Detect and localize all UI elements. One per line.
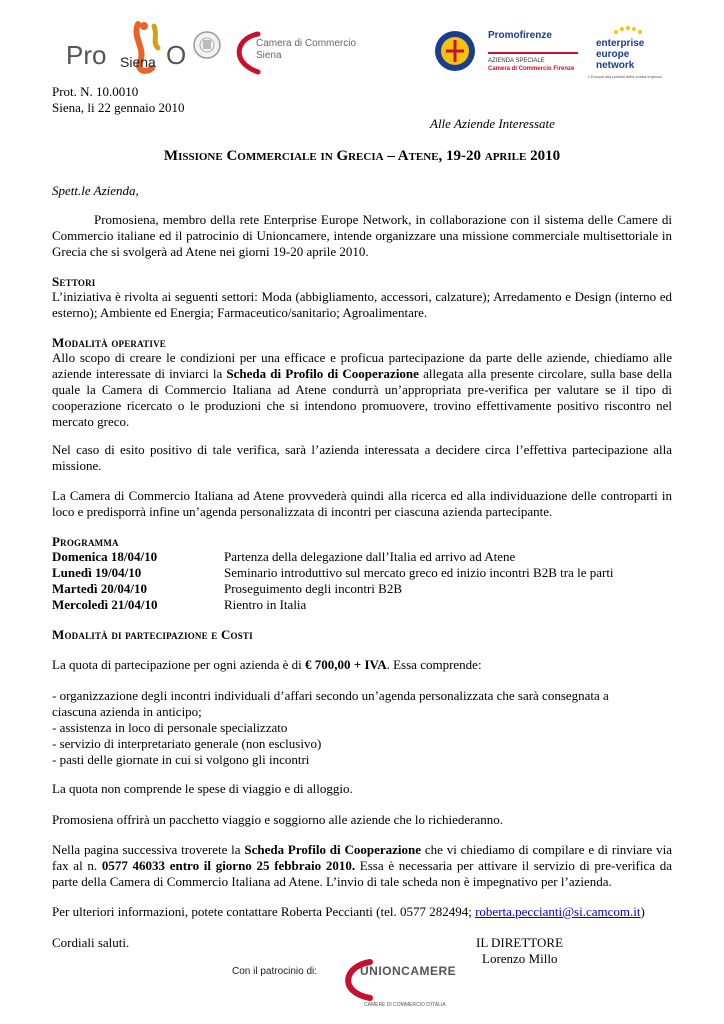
intro-paragraph: Promosiena, membro della rete Enterprise Europe Network, in collaborazione con il sistema delle Camere di Commercio italiane ed il patrocinio di Unioncamere, intende organizzare una missione commerciale multisettoriale in Grecia che si svolgerà ad Atene nei giorni 19-20 aprile 2010. [52,212,672,259]
een-line2: europe [596,49,630,60]
een-logo [588,26,668,82]
promosiena-siena: Siena [120,54,156,70]
quota-exclusions: La quota non comprende le spese di viaggio e di alloggio. [52,781,353,796]
costi-heading: Modalità di partecipazione e Costi [52,627,253,642]
modalita-paragraph-2: Nel caso di esito positivo di tale verifica, sarà l’azienda interessata a decidere circa l’effettiva partecipazione alla missione. [52,442,672,473]
camera-siena-logo [228,28,358,78]
programma-row [52,565,672,581]
programma-activity: Seminario introduttivo sul mercato greco ed inizio incontri B2B tra le parti [224,565,614,580]
promofirenze-divider [488,52,578,54]
programma-row [52,549,672,565]
patrocinio-label: Con il patrocinio di: [232,966,318,977]
modalita-p1-c: allegata alla presente circolare, sulla base della quale la Camera di Commercio Italiana ad Atene condurrà un’appropriata pre-verifica per valutare se il tipo di cooperazione ricercato o le produzioni che si intendono promuovere, trovino effettivamente positivo riscontro nel mercato greco. [52,366,672,429]
include-item: - pasti delle giornate in cui si volgono gli incontri [52,752,310,767]
een-line3: network [596,60,635,71]
modalita-paragraph-3: La Camera di Commercio Italiana ad Atene provvederà quindi alla ricerca ed alla individuazione delle controparti in loco e predisporrà infine un’agenda personalizzata di incontri per ciascuna azienda partecipante. [52,488,672,519]
promosiena-o: O [166,40,187,70]
quota-c: . Essa comprende: [386,657,482,672]
recipient: Alle Aziende Interessate [430,116,555,131]
quota-amount: € 700,00 + IVA [305,657,387,672]
include-item: - organizzazione degli incontri individuali d’affari secondo un’agenda personalizzata che sarà consegnata a ciascuna azienda in anticipo; [52,688,609,719]
modalita-p1-scheda: Scheda di Profilo di Cooperazione [226,366,419,381]
programma-heading: Programma [52,534,119,549]
settori-paragraph: L’iniziativa è rivolta ai seguenti settori: Moda (abbigliamento, accessori, calzature); Arredamento e Design (interno ed esterno); Ambiente ed Energia; Farmaceutico/sanitario; Agroalimentare. [52,289,672,320]
promofirenze-name: Promofirenze [488,30,552,41]
programma-day: Martedì 20/04/10 [52,581,147,596]
contatti-a: Per ulteriori informazioni, potete contattare Roberta Peccianti (tel. 0577 282494; [52,904,476,919]
programma-row [52,597,672,613]
letter-date: Siena, li 22 gennaio 2010 [52,100,185,115]
signature-name: Lorenzo Millo [482,951,558,966]
modalita-p1-a: Allo scopo di creare le condizioni per una efficace e proficua partecipazione da parte delle aziende, chiediamo alle aziende interessate di inviarci la [52,350,672,381]
programma-day: Domenica 18/04/10 [52,549,158,564]
contatti-c: ) [640,904,645,919]
salutation: Spett.le Azienda, [52,183,139,198]
promofirenze-line1: AZIENDA SPECIALE [488,58,545,64]
camera-siena-line2: Siena [256,50,282,61]
een-tagline: L'Europa alla portata della vostra impresa [588,74,662,79]
scheda-a: Nella pagina successiva troverete la [52,842,245,857]
modalita-heading: Modalità operative [52,335,166,350]
scheda-paragraph [52,842,672,890]
promofirenze-logo [432,28,582,80]
unioncamere-sub: CAMERE DI COMMERCIO D'ITALIA [364,1002,446,1008]
programma-day: Lunedì 19/04/10 [52,565,142,580]
een-line1: enterprise [596,38,645,49]
contact-email-link[interactable]: roberta.peccianti@si.camcom.it [475,904,641,919]
promosiena-pro: Pro [66,40,107,70]
offerta-paragraph: Promosiena offrirà un pacchetto viaggio e soggiorno alle aziende che lo richiederanno. [52,812,503,827]
document-title: Missione Commerciale in Grecia – Atene, 19-20 aprile 2010 [163,148,561,164]
signature-role: IL DIRETTORE [476,935,564,950]
camera-siena-line1: Camera di Commercio [256,38,357,49]
scheda-c: che vi chiediamo di compilare e di rinviare via fax al n. [52,842,672,873]
include-item: - assistenza in loco di personale specializzato [52,720,288,735]
programma-activity: Partenza della delegazione dall’Italia ed arrivo ad Atene [224,549,516,564]
scheda-name: Scheda Profilo di Cooperazione [244,842,421,857]
contatti-paragraph [52,904,682,920]
quota-a: La quota di partecipazione per ogni azienda è di [52,657,306,672]
promosiena-logo [62,18,194,80]
promofirenze-line2: Camera di Commercio Firenze [488,66,575,72]
unioncamere-logo [338,958,458,1018]
closing: Cordiali saluti. [52,935,130,950]
programma-activity: Proseguimento degli incontri B2B [224,581,403,596]
programma-table [52,549,672,613]
programma-row [52,581,672,597]
scheda-deadline: 0577 46033 entro il giorno 25 febbraio 2010. [101,858,356,873]
quota-paragraph [52,657,672,673]
siena-seal-icon [192,30,222,60]
promofirenze-globe-icon [432,28,478,74]
modalita-paragraph-1 [52,350,672,430]
programma-activity: Rientro in Italia [224,597,307,612]
include-list [52,688,672,768]
programma-day: Mercoledì 21/04/10 [52,597,158,612]
unioncamere-name: UNIONCAMERE [360,964,457,978]
scheda-e: Essa è necessaria per attivare il servizio di pre-verifica da parte della Camera di Commercio Italiana ad Atene. L’invio di tale scheda non è impegnativo per l’azienda. [52,858,673,889]
settori-heading: Settori [52,274,96,289]
include-item: - servizio di interpretariato generale (non esclusivo) [52,736,322,751]
protocol-number: Prot. N. 10.0010 [52,84,139,99]
